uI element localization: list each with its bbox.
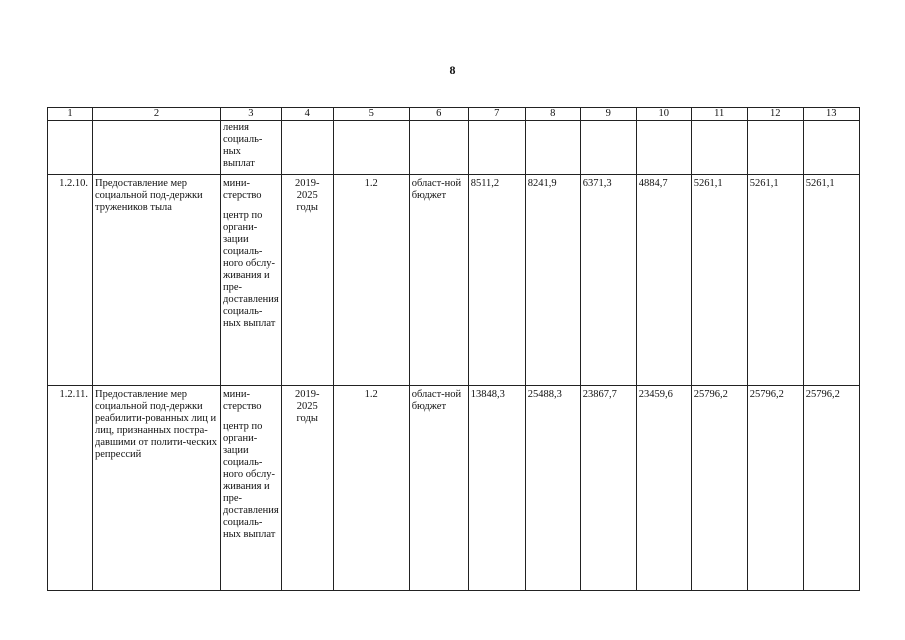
table-cell (580, 121, 636, 175)
header-cell: 1 (48, 108, 93, 121)
header-cell: 2 (93, 108, 221, 121)
header-cell: 11 (691, 108, 747, 121)
header-row (48, 108, 860, 121)
table-row (48, 175, 860, 386)
code-cell: 1.2 (333, 175, 409, 386)
value-cell: 8241,9 (525, 175, 580, 386)
table-cell (333, 121, 409, 175)
executor-ministry: мини-стерство (223, 178, 262, 201)
value-cell: 8511,2 (468, 175, 525, 386)
value-cell: 5261,1 (803, 175, 859, 386)
header-cell: 5 (333, 108, 409, 121)
table-cell (747, 121, 803, 175)
table-cell (93, 121, 221, 175)
continuation-row (48, 121, 860, 175)
code-cell: 1.2 (333, 386, 409, 591)
value-cell: 4884,7 (636, 175, 691, 386)
header-cell: 9 (580, 108, 636, 121)
period-cell: 2019- 2025 годы (281, 175, 333, 386)
header-cell: 8 (525, 108, 580, 121)
value-cell: 23459,6 (636, 386, 691, 591)
table-cell (636, 121, 691, 175)
table-cell (48, 121, 93, 175)
row-number: 1.2.11. (48, 386, 93, 591)
period-cell: 2019- 2025 годы (281, 386, 333, 591)
header-cell: 4 (281, 108, 333, 121)
table-cell (409, 121, 468, 175)
value-cell: 5261,1 (691, 175, 747, 386)
executor-center: центр по органи-зации социаль-ного обслу-живания и пре-доставления социаль-ных выплат (223, 210, 279, 329)
measure-name: Предоставление мер социальной под-держки тружеников тыла (93, 175, 221, 386)
value-cell: 13848,3 (468, 386, 525, 591)
table-row (48, 386, 860, 591)
executor-center: центр по органи-зации социаль-ного обслу-живания и пре-доставления социаль-ных выплат (223, 421, 279, 540)
header-cell: 12 (747, 108, 803, 121)
executor-cell (221, 175, 282, 386)
value-cell: 25796,2 (691, 386, 747, 591)
table-cell (525, 121, 580, 175)
value-cell: 25488,3 (525, 386, 580, 591)
row-number: 1.2.10. (48, 175, 93, 386)
source-cell: област-ной бюджет (409, 175, 468, 386)
table-cell (281, 121, 333, 175)
value-cell: 6371,3 (580, 175, 636, 386)
value-cell: 5261,1 (747, 175, 803, 386)
table-cell (803, 121, 859, 175)
executor-cell: ления социаль- ных выплат (221, 121, 282, 175)
page-number: 8 (449, 63, 456, 77)
header-cell: 7 (468, 108, 525, 121)
header-cell: 6 (409, 108, 468, 121)
header-cell: 10 (636, 108, 691, 121)
measure-name: Предоставление мер социальной под-держки реабилити-рованных лиц и лиц, признанных постра-давшими от полити-ческих репрессий (93, 386, 221, 591)
source-cell: област-ной бюджет (409, 386, 468, 591)
header-cell: 3 (221, 108, 282, 121)
value-cell: 25796,2 (803, 386, 859, 591)
header-cell: 13 (803, 108, 859, 121)
program-table (47, 107, 860, 591)
table-cell (468, 121, 525, 175)
table-cell (691, 121, 747, 175)
value-cell: 25796,2 (747, 386, 803, 591)
value-cell: 23867,7 (580, 386, 636, 591)
executor-cell (221, 386, 282, 591)
executor-ministry: мини-стерство (223, 389, 262, 412)
